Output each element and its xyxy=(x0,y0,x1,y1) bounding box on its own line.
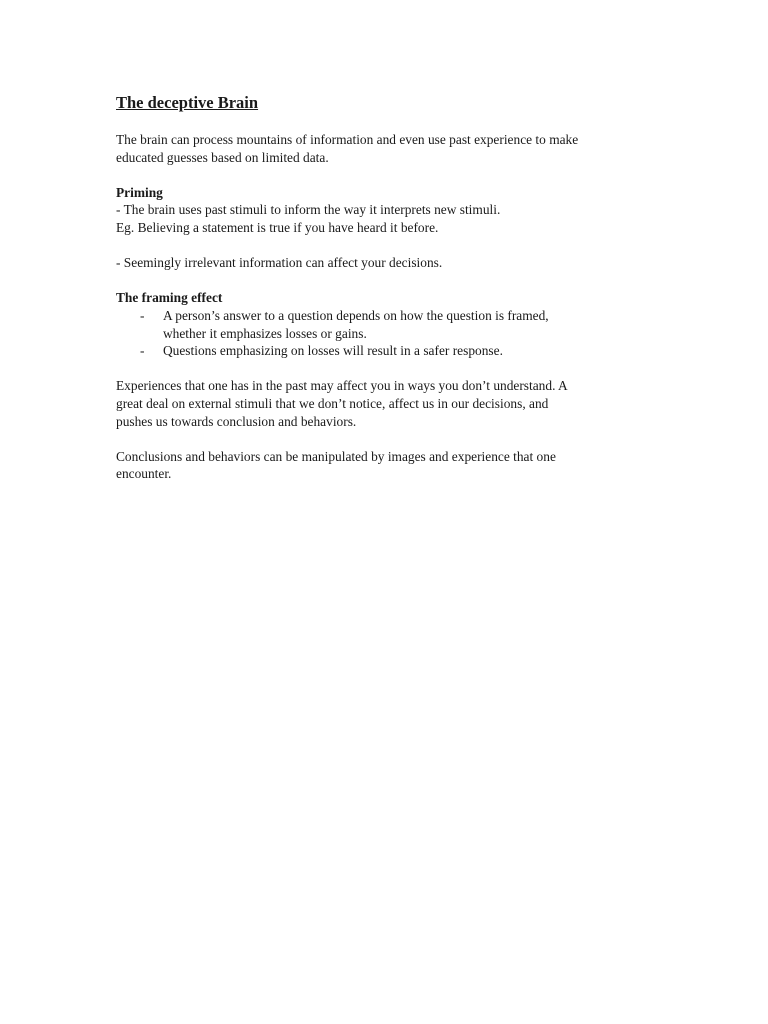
intro-line: The brain can process mountains of information and even use past experience to make xyxy=(116,132,579,147)
bullet-line: whether it emphasizes losses or gains. xyxy=(163,325,367,341)
framing-bullet xyxy=(116,307,676,342)
paragraph-gap xyxy=(116,360,676,378)
framing-heading: The framing effect xyxy=(116,290,223,306)
experiences-line: pushes us towards conclusion and behaviors. xyxy=(116,413,357,429)
conclusions-line: encounter. xyxy=(116,466,172,482)
conclusions-line: Conclusions and behaviors can be manipulated by images and experience that one xyxy=(116,448,556,464)
priming-line: Eg. Believing a statement is true if you have heard it before. xyxy=(116,219,439,235)
bullet-marker: - xyxy=(140,343,145,359)
paragraph-gap xyxy=(116,237,676,255)
experiences-line: Experiences that one has in the past may affect you in ways you don’t understand. A xyxy=(116,378,568,394)
intro-paragraph xyxy=(116,131,676,166)
paragraph-gap xyxy=(116,430,676,448)
bullet-marker: - xyxy=(140,307,145,323)
priming-line: - The brain uses past stimuli to inform the way it interprets new stimuli. xyxy=(116,202,501,218)
conclusions-paragraph xyxy=(116,448,676,483)
paragraph-gap xyxy=(116,272,676,290)
framing-bullet xyxy=(116,342,676,360)
intro-line: educated guesses based on limited data. xyxy=(116,149,329,165)
bullet-line: Questions emphasizing on losses will result in a safer response. xyxy=(163,343,503,359)
bullet-line: A person’s answer to a question depends on how the question is framed, xyxy=(163,307,549,323)
framing-bullet-list xyxy=(116,307,676,360)
experiences-line: great deal on external stimuli that we don’t notice, affect us in our decisions, and xyxy=(116,395,549,411)
document-title: The deceptive Brain xyxy=(116,93,259,112)
priming-heading: Priming xyxy=(116,184,163,200)
experiences-paragraph xyxy=(116,377,676,430)
priming-extra: - Seemingly irrelevant information can affect your decisions. xyxy=(116,255,443,271)
priming-paragraph xyxy=(116,201,676,236)
document-body xyxy=(116,93,676,483)
paragraph-gap xyxy=(116,166,676,184)
